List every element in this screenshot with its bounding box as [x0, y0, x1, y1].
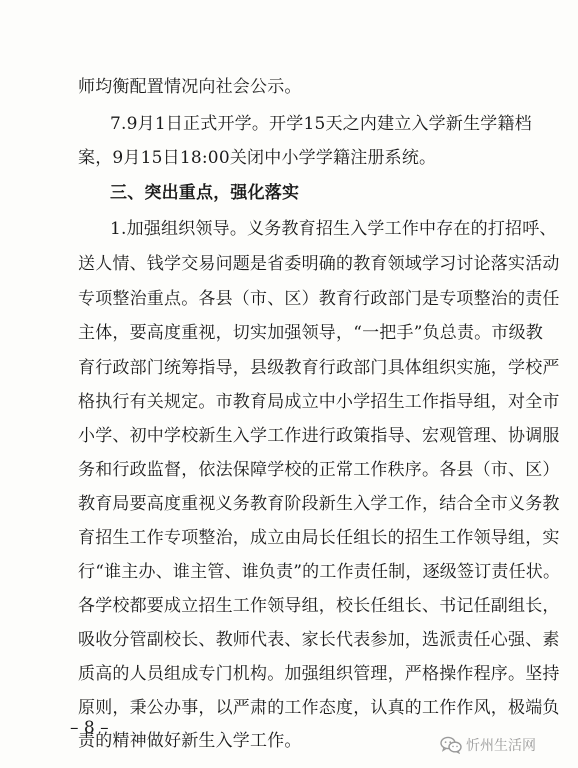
text-line: 吸收分管副校长、教师代表、家长代表参加，选派责任心强、素: [78, 630, 560, 650]
watermark-text: 忻州生活网: [466, 738, 536, 754]
section-heading: 三、突出重点，强化落实: [110, 183, 300, 203]
text-line: 7.9月1日正式开学。开学15天之内建立入学新生学籍档: [110, 114, 532, 134]
text-line: 质高的人员组成专门机构。加强组织管理，严格操作程序。坚持: [78, 664, 560, 684]
text-line: 行“谁主办、谁主管、谁负责”的工作责任制，逐级签订责任状。: [78, 562, 561, 582]
text-line: 专项整治重点。各县（市、区）教育行政部门是专项整治的责任: [78, 289, 560, 309]
wechat-icon: [440, 736, 462, 754]
page-number: – 8 –: [70, 718, 109, 738]
text-line: 1.加强组织领导。义务教育招生入学工作中存在的打招呼、: [110, 219, 557, 239]
text-line: 格执行有关规定。市教育局成立中小学招生工作指导组，对全市: [78, 392, 560, 412]
text-line: 务和行政监督，依法保障学校的正常工作秩序。各县（市、区）: [78, 460, 560, 480]
text-line: 主体，要高度重视，切实加强领导，“一把手”负总责。市级教: [78, 323, 543, 343]
text-line: 教育局要高度重视义务教育阶段新生入学工作，结合全市义务教: [78, 494, 560, 514]
watermark: [440, 733, 536, 757]
text-line: 育行政部门统筹指导，县级教育行政部门具体组织实施，学校严: [78, 358, 560, 378]
text-line: 送人情、钱学交易问题是省委明确的教育领域学习讨论落实活动: [78, 254, 560, 274]
text-line: 小学、初中学校新生入学工作进行政策指导、宏观管理、协调服: [78, 426, 560, 446]
text-line: 责的精神做好新生入学工作。: [78, 731, 302, 751]
text-line: 案，9月15日18:00关闭中小学学籍注册系统。: [78, 148, 437, 168]
text-line: 各学校都要成立招生工作领导组，校长任组长、书记任副组长，: [78, 596, 560, 616]
text-line: 师均衡配置情况向社会公示。: [78, 77, 302, 97]
text-line: 原则，秉公办事，以严肃的工作态度，认真的工作作风，极端负: [78, 698, 560, 718]
text-line: 育招生工作专项整治，成立由局长任组长的招生工作领导组，实: [78, 528, 560, 548]
